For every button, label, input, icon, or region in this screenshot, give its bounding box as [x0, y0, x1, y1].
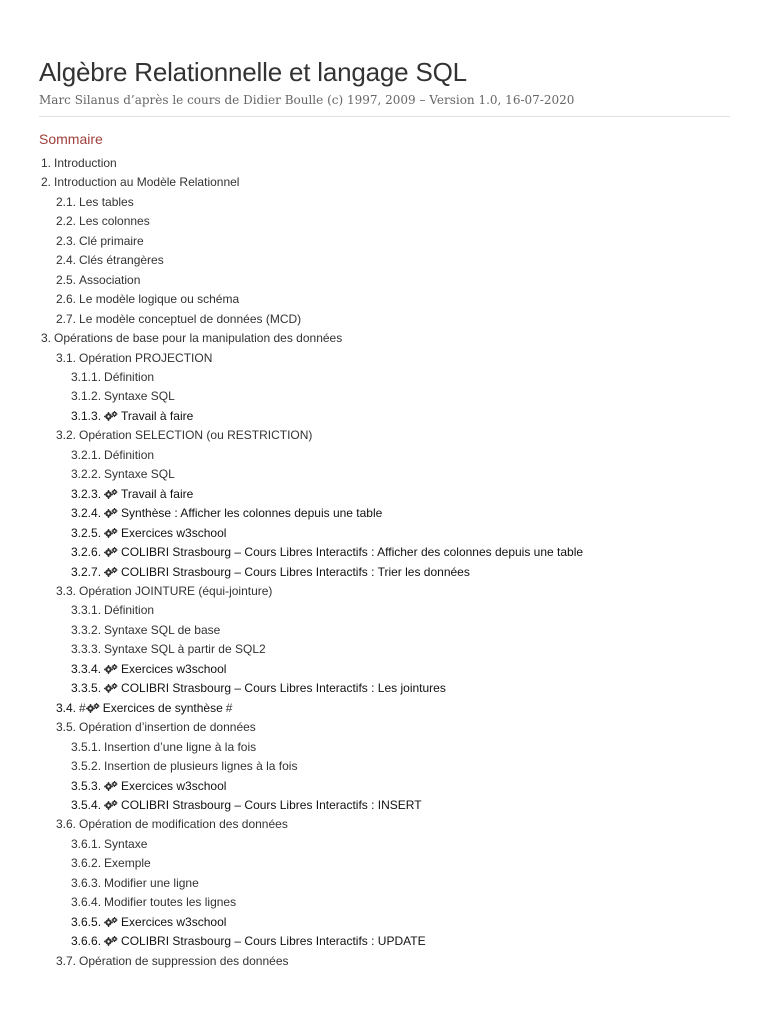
toc-item-number: 3.6.2.: [71, 856, 102, 871]
toc-item-number: 3.2.6.: [71, 545, 102, 560]
toc-item-label: Syntaxe SQL: [104, 467, 175, 482]
toc-item-label: Syntaxe: [104, 836, 148, 851]
toc-item-label: Insertion d’une ligne à la fois: [104, 739, 257, 754]
toc-item[interactable]: [39, 329, 730, 348]
gears-icon: [104, 544, 118, 554]
toc-item-label: Clé primaire: [79, 233, 144, 248]
toc-item-number: 3.3.3.: [71, 642, 102, 657]
author-line: Marc Silanus d’après le cours de Didier Boulle (c) 1997, 2009 – Version 1.0, 16-07-2020: [39, 93, 575, 107]
toc-item-label: Le modèle conceptuel de données (MCD): [79, 311, 302, 326]
toc-item-number: 3.2.4.: [71, 506, 102, 521]
toc-item[interactable]: [39, 738, 730, 757]
gears-icon: [104, 797, 118, 807]
toc-item-number: 3.6.: [56, 817, 77, 832]
toc-item[interactable]: [39, 407, 730, 426]
toc-item-number: 3.5.: [56, 720, 77, 735]
toc-item-label: Opération d’insertion de données: [79, 720, 256, 735]
gears-icon: [104, 525, 118, 535]
toc-item[interactable]: [39, 660, 730, 679]
toc-item-label: Modifier toutes les lignes: [104, 895, 237, 910]
toc-item-label: Opération SELECTION (ou RESTRICTION): [79, 428, 313, 443]
toc-item-label: Les colonnes: [79, 214, 150, 229]
divider: [39, 116, 730, 117]
toc-item-number: 3.1.2.: [71, 389, 102, 404]
gears-icon: [104, 933, 118, 943]
toc-item-label: Travail à faire: [121, 486, 194, 501]
toc-item[interactable]: [39, 173, 730, 192]
toc-item-number: 3.5.1.: [71, 739, 102, 754]
toc-item[interactable]: [39, 349, 730, 368]
gears-icon: [104, 680, 118, 690]
toc-item-label: COLIBRI Strasbourg – Cours Libres Interactifs : INSERT: [121, 797, 422, 812]
toc-item-number: 3.2.1.: [71, 447, 102, 462]
gears-icon: [104, 408, 118, 418]
toc-item-label: Exercices w3school: [121, 914, 227, 929]
toc-item[interactable]: [39, 679, 730, 698]
toc-item-label: Clés étrangères: [79, 253, 164, 268]
toc-item[interactable]: [39, 524, 730, 543]
toc-item-number: 3.5.4.: [71, 797, 102, 812]
toc-item[interactable]: [39, 387, 730, 406]
toc-item-number: 2.4.: [56, 253, 77, 268]
toc-item-number: 2.1.: [56, 194, 77, 209]
gears-icon: [104, 564, 118, 574]
toc-item-number: 3.3.2.: [71, 622, 102, 637]
toc-item-number: 3.5.2.: [71, 759, 102, 774]
toc-item-label: Exercices w3school: [121, 525, 227, 540]
toc-item[interactable]: [39, 212, 730, 231]
toc-item[interactable]: [39, 290, 730, 309]
toc-item-number: 2.7.: [56, 311, 77, 326]
toc-item-label: Opération de suppression des données: [79, 953, 289, 968]
page-title: Algèbre Relationnelle et langage SQL: [39, 57, 467, 87]
toc-item-number: 3.: [41, 331, 52, 346]
toc-item[interactable]: [39, 193, 730, 212]
toc-item-number: 3.2.7.: [71, 564, 102, 579]
toc-item-label: Synthèse : Afficher les colonnes depuis une table: [121, 506, 383, 521]
gears-icon: [104, 914, 118, 924]
toc-item[interactable]: [39, 271, 730, 290]
toc-item-number: 3.2.5.: [71, 525, 102, 540]
toc-item[interactable]: [39, 893, 730, 912]
toc-item[interactable]: [39, 601, 730, 620]
toc-title: Sommaire: [39, 131, 103, 147]
toc-item-label: COLIBRI Strasbourg – Cours Libres Interactifs : Les jointures: [121, 681, 446, 696]
toc-item-label: Insertion de plusieurs lignes à la fois: [104, 759, 298, 774]
toc-item[interactable]: [39, 757, 730, 776]
gears-icon: [104, 486, 118, 496]
toc-item[interactable]: [39, 310, 730, 329]
toc-item-label: Définition: [104, 447, 155, 462]
toc-item[interactable]: [39, 640, 730, 659]
toc-item-label: Opération PROJECTION: [79, 350, 213, 365]
toc-item-label: Association: [79, 272, 141, 287]
toc-item-label: COLIBRI Strasbourg – Cours Libres Interactifs : UPDATE: [121, 934, 426, 949]
toc-item[interactable]: [39, 854, 730, 873]
toc-item[interactable]: [39, 582, 730, 601]
toc-item-number: 3.6.5.: [71, 914, 102, 929]
toc-item-number: 3.6.6.: [71, 934, 102, 949]
toc-item[interactable]: [39, 913, 730, 932]
toc-item[interactable]: [39, 777, 730, 796]
toc-item-number: 2.2.: [56, 214, 77, 229]
toc-item-label: Opération JOINTURE (équi-jointure): [79, 583, 273, 598]
toc-item[interactable]: [39, 563, 730, 582]
gears-icon: [104, 505, 118, 515]
toc-item-label: COLIBRI Strasbourg – Cours Libres Interactifs : Trier les données: [121, 564, 470, 579]
table-of-contents: [39, 154, 730, 971]
hash-prefix: #: [79, 700, 86, 715]
toc-item-number: 3.5.3.: [71, 778, 102, 793]
toc-item-number: 2.3.: [56, 233, 77, 248]
toc-item-label: Introduction: [54, 156, 117, 170]
toc-item[interactable]: [39, 932, 730, 951]
toc-item-number: 2.6.: [56, 292, 77, 307]
toc-item-number: 3.1.: [56, 350, 77, 365]
toc-item[interactable]: [39, 485, 730, 504]
toc-item-label: Exemple: [104, 856, 151, 871]
toc-item[interactable]: [39, 543, 730, 562]
toc-item-label: Syntaxe SQL de base: [104, 622, 221, 637]
toc-item-label: Les tables: [79, 194, 134, 209]
toc-item-number: 3.3.1.: [71, 603, 102, 618]
toc-item[interactable]: [39, 815, 730, 834]
toc-item-number: 3.1.3.: [71, 408, 102, 423]
toc-item-number: 1.: [41, 156, 52, 170]
gears-icon: [104, 661, 118, 671]
toc-item-number: 2.5.: [56, 272, 77, 287]
toc-item-label: Définition: [104, 369, 155, 384]
toc-item[interactable]: [39, 874, 730, 893]
toc-item[interactable]: [39, 699, 730, 718]
toc-item[interactable]: [39, 835, 730, 854]
toc-item-label: Le modèle logique ou schéma: [79, 292, 240, 307]
gears-icon: [86, 700, 100, 710]
toc-item-number: 3.6.3.: [71, 875, 102, 890]
toc-item[interactable]: [39, 232, 730, 251]
toc-item[interactable]: [39, 504, 730, 523]
toc-item-number: 3.3.: [56, 583, 77, 598]
toc-item-label: Exercices w3school: [121, 661, 227, 676]
toc-item-number: 3.7.: [56, 953, 77, 968]
toc-item[interactable]: [39, 718, 730, 737]
toc-item-number: 3.4.: [56, 700, 77, 715]
toc-item-label: Modifier une ligne: [104, 875, 199, 890]
toc-item-number: 3.6.1.: [71, 836, 102, 851]
toc-item-label: Travail à faire: [121, 408, 194, 423]
toc-item[interactable]: [39, 251, 730, 270]
toc-item[interactable]: [39, 368, 730, 387]
toc-item-label: Opérations de base pour la manipulation des données: [54, 331, 343, 346]
toc-item[interactable]: [39, 952, 730, 971]
toc-item-label: Syntaxe SQL à partir de SQL2: [104, 642, 266, 657]
toc-item-label: COLIBRI Strasbourg – Cours Libres Interactifs : Afficher des colonnes depuis une table: [121, 545, 584, 560]
toc-item-label: Introduction au Modèle Relationnel: [54, 175, 240, 190]
hash-suffix: #: [225, 700, 233, 715]
gears-icon: [104, 778, 118, 788]
toc-item-label: Exercices w3school: [121, 778, 227, 793]
toc-item-number: 3.2.: [56, 428, 77, 443]
toc-item-number: 3.3.4.: [71, 661, 102, 676]
toc-item-label: Syntaxe SQL: [104, 389, 175, 404]
toc-item-number: 2.: [41, 175, 52, 190]
toc-item[interactable]: [39, 154, 730, 173]
toc-item-label: Exercices de synthèse: [102, 700, 223, 715]
toc-item-number: 3.1.1.: [71, 369, 102, 384]
toc-item-number: 3.3.5.: [71, 681, 102, 696]
toc-item-number: 3.6.4.: [71, 895, 102, 910]
toc-item[interactable]: [39, 621, 730, 640]
toc-item[interactable]: [39, 426, 730, 445]
toc-item-number: 3.2.2.: [71, 467, 102, 482]
toc-item[interactable]: [39, 796, 730, 815]
toc-item-label: Opération de modification des données: [79, 817, 288, 832]
toc-item-label: Définition: [104, 603, 155, 618]
toc-item[interactable]: [39, 465, 730, 484]
toc-item[interactable]: [39, 446, 730, 465]
toc-item-number: 3.2.3.: [71, 486, 102, 501]
